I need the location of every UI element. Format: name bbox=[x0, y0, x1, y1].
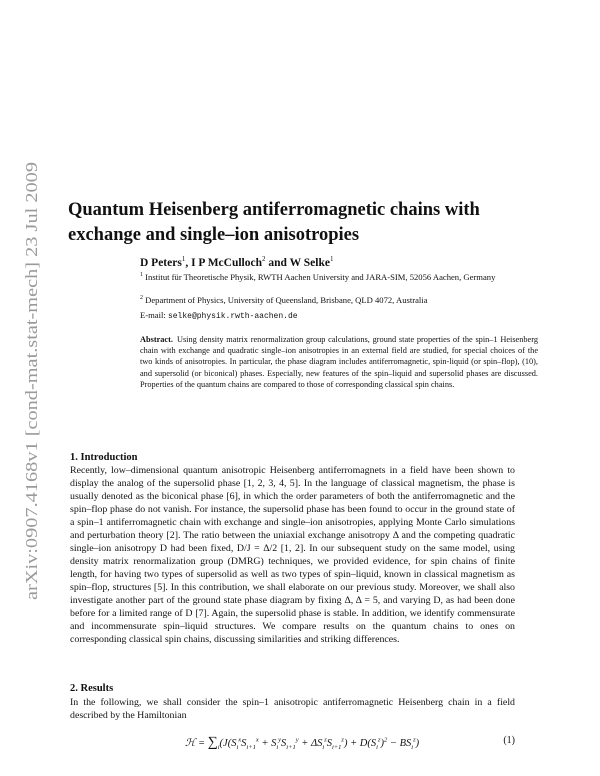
affiliation bbox=[140, 270, 540, 283]
email-address[interactable]: selke@physik.rwth-aachen.de bbox=[167, 312, 298, 321]
section-heading-results: 2. Results bbox=[70, 683, 114, 694]
author-name: W Selke bbox=[289, 256, 330, 269]
affiliation-text: Department of Physics, University of Queensland, Brisbane, QLD 4072, Australia bbox=[145, 294, 428, 305]
abstract bbox=[140, 334, 538, 390]
affiliation-number: 1 bbox=[140, 272, 143, 278]
contact-email bbox=[140, 310, 298, 321]
affiliation bbox=[140, 293, 540, 306]
section-body-introduction: Recently, low–dimensional quantum anisotropic Heisenberg antiferromagnets in a field have been shown to display the analog of the supersolid phase [1, 2, 3, 4, 5]. In the language of classical magnetism, the phase is usually denoted as the biconical phase [6], in which the order parameters of both the antiferromagnetic and the spin–flop phase do not vanish. For instance, the supersolid phase has been found to occur in the ground state of a spin–1 antiferromagnetic chain with exchange and single–ion anisotropies, applying Monte Carlo simulations and perturbation theory [2]. The ratio between the uniaxial exchange anisotropy Δ and the competing quadratic single–ion anisotropy D had been fixed, D/J = Δ/2 [1, 2]. In our subsequent study on the same model, using density matrix renormalization group (DMRG) techniques, we provided evidence, for spin chains of finite length, for having two types of supersolid as well as two types of spin–liquid, known in classical magnetism as spin–flop, structures [5]. In this contribution, we shall elaborate on our previous study. Moreover, we shall also investigate another part of the ground state phase diagram by fixing Δ, Δ = 5, and varying D, as had been done before for a limited range of D [7]. Again, the supersolid phase is stable. In addition, we identify commensurate and incommensurate spin–liquid structures. We compare results on the quantum chains to ones on corresponding classical spin chains, discussing similarities and striking differences. bbox=[70, 465, 515, 645]
abstract-text: Using density matrix renormalization group calculations, ground state properties of the spin–1 Heisenberg chain with exchange and quadratic single–ion anisotropies in an external field are studied, for special choices of the two kinds of anisotropies. In particular, the phase diagram includes antiferromagnetic, spin-liquid (or spin–flop), (10), and supersolid (or biconical) phases. Especially, new features of the spin–liquid and supersolid phases are discussed. Properties of the quantum chains are compared to those of corresponding classical spin chains. bbox=[140, 335, 538, 389]
author-affiliation-mark: 1 bbox=[181, 255, 186, 263]
section-heading-introduction: 1. Introduction bbox=[70, 452, 138, 463]
author-affiliation-mark: 2 bbox=[262, 255, 266, 263]
hamiltonian-formula: ℋ = $\sum_i(J(S_i^xS_{i+1}^x + S_i^yS_{i+1}^y + \Delta S_i^zS_{i+1}^z) + D(S_i^z)^2 - BS_i^z)$ bbox=[185, 735, 420, 752]
arxiv-identifier bbox=[15, 160, 45, 600]
author-conjunction: and bbox=[265, 256, 290, 269]
paper-title: Quantum Heisenberg antiferromagnetic chains with exchange and single–ion anisotropies bbox=[68, 200, 480, 245]
affiliation-text: Institut für Theoretische Physik, RWTH Aachen University and JARA-SIM, 52056 Aachen, Germany bbox=[145, 271, 496, 282]
section-body-results: In the following, we shall consider the spin–1 anisotropic antiferromagnetic Heisenberg chain in a field described by the Hamiltonian bbox=[70, 697, 515, 721]
arxiv-identifier-text: arXiv:0907.4168v1 [cond-mat.stat-mech] 23 Jul 2009 bbox=[22, 233, 41, 600]
equation-number: (1) bbox=[503, 735, 515, 746]
abstract-label: Abstract. bbox=[140, 335, 173, 344]
author-name: D Peters bbox=[140, 256, 182, 269]
email-label: E-mail: bbox=[140, 310, 166, 320]
author-separator: , bbox=[185, 256, 192, 269]
author-list bbox=[140, 255, 540, 269]
author-affiliation-mark: 1 bbox=[329, 255, 334, 263]
affiliation-number: 2 bbox=[140, 295, 143, 301]
hamiltonian-equation bbox=[70, 735, 515, 763]
author-name: I P McCulloch bbox=[191, 256, 262, 269]
